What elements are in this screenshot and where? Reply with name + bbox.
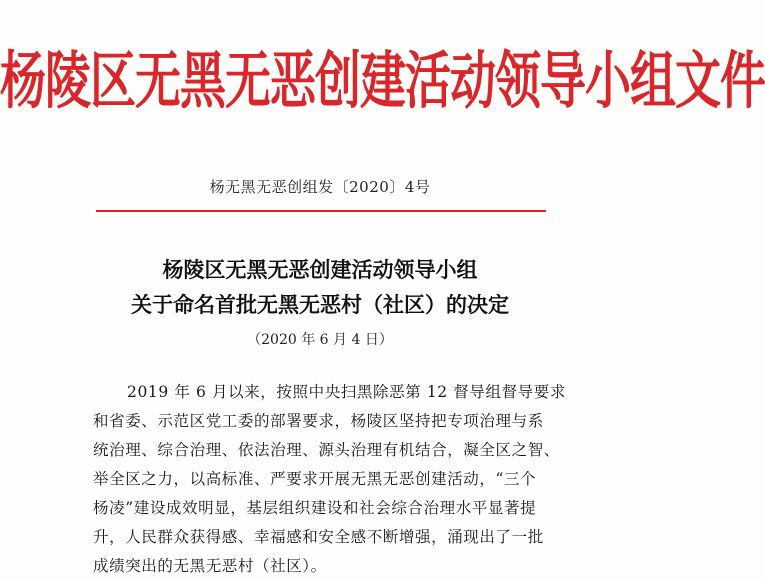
body-line: 杨凌”建设成效明显，基层组织建设和社会综合治理水平显著提 <box>93 499 537 517</box>
body-line: 统治理、综合治理、依法治理、源头治理有机结合，凝全区之智、 <box>93 441 560 459</box>
body-line: 举全区之力，以高标准、严要求开展无黑无恶创建活动，“三个 <box>93 470 537 488</box>
document-header-title: 杨陵区无黑无恶创建活动领导小组文件 <box>0 44 765 118</box>
decision-title-line-2: 关于命名首批无黑无恶村（社区）的决定 <box>131 293 509 317</box>
decision-date: （2020 年 6 月 4 日） <box>247 332 393 348</box>
body-line: 和省委、示范区党工委的部署要求，杨陵区坚持把专项治理与系 <box>93 412 544 430</box>
decision-title-line-1: 杨陵区无黑无恶创建活动领导小组 <box>162 258 478 282</box>
red-divider-line <box>96 210 546 212</box>
body-line: 成绩突出的无黑无恶村（社区）。 <box>93 557 327 575</box>
document-number: 杨无黑无恶创组发〔2020〕4号 <box>209 178 431 196</box>
body-line: 升，人民群众获得感、幸福感和安全感不断增强，涌现出了一批 <box>93 528 544 546</box>
body-paragraph <box>93 378 566 581</box>
body-line: 2019 年 6 月以来，按照中央扫黑除恶第 12 督导组督导要求 <box>127 383 566 401</box>
